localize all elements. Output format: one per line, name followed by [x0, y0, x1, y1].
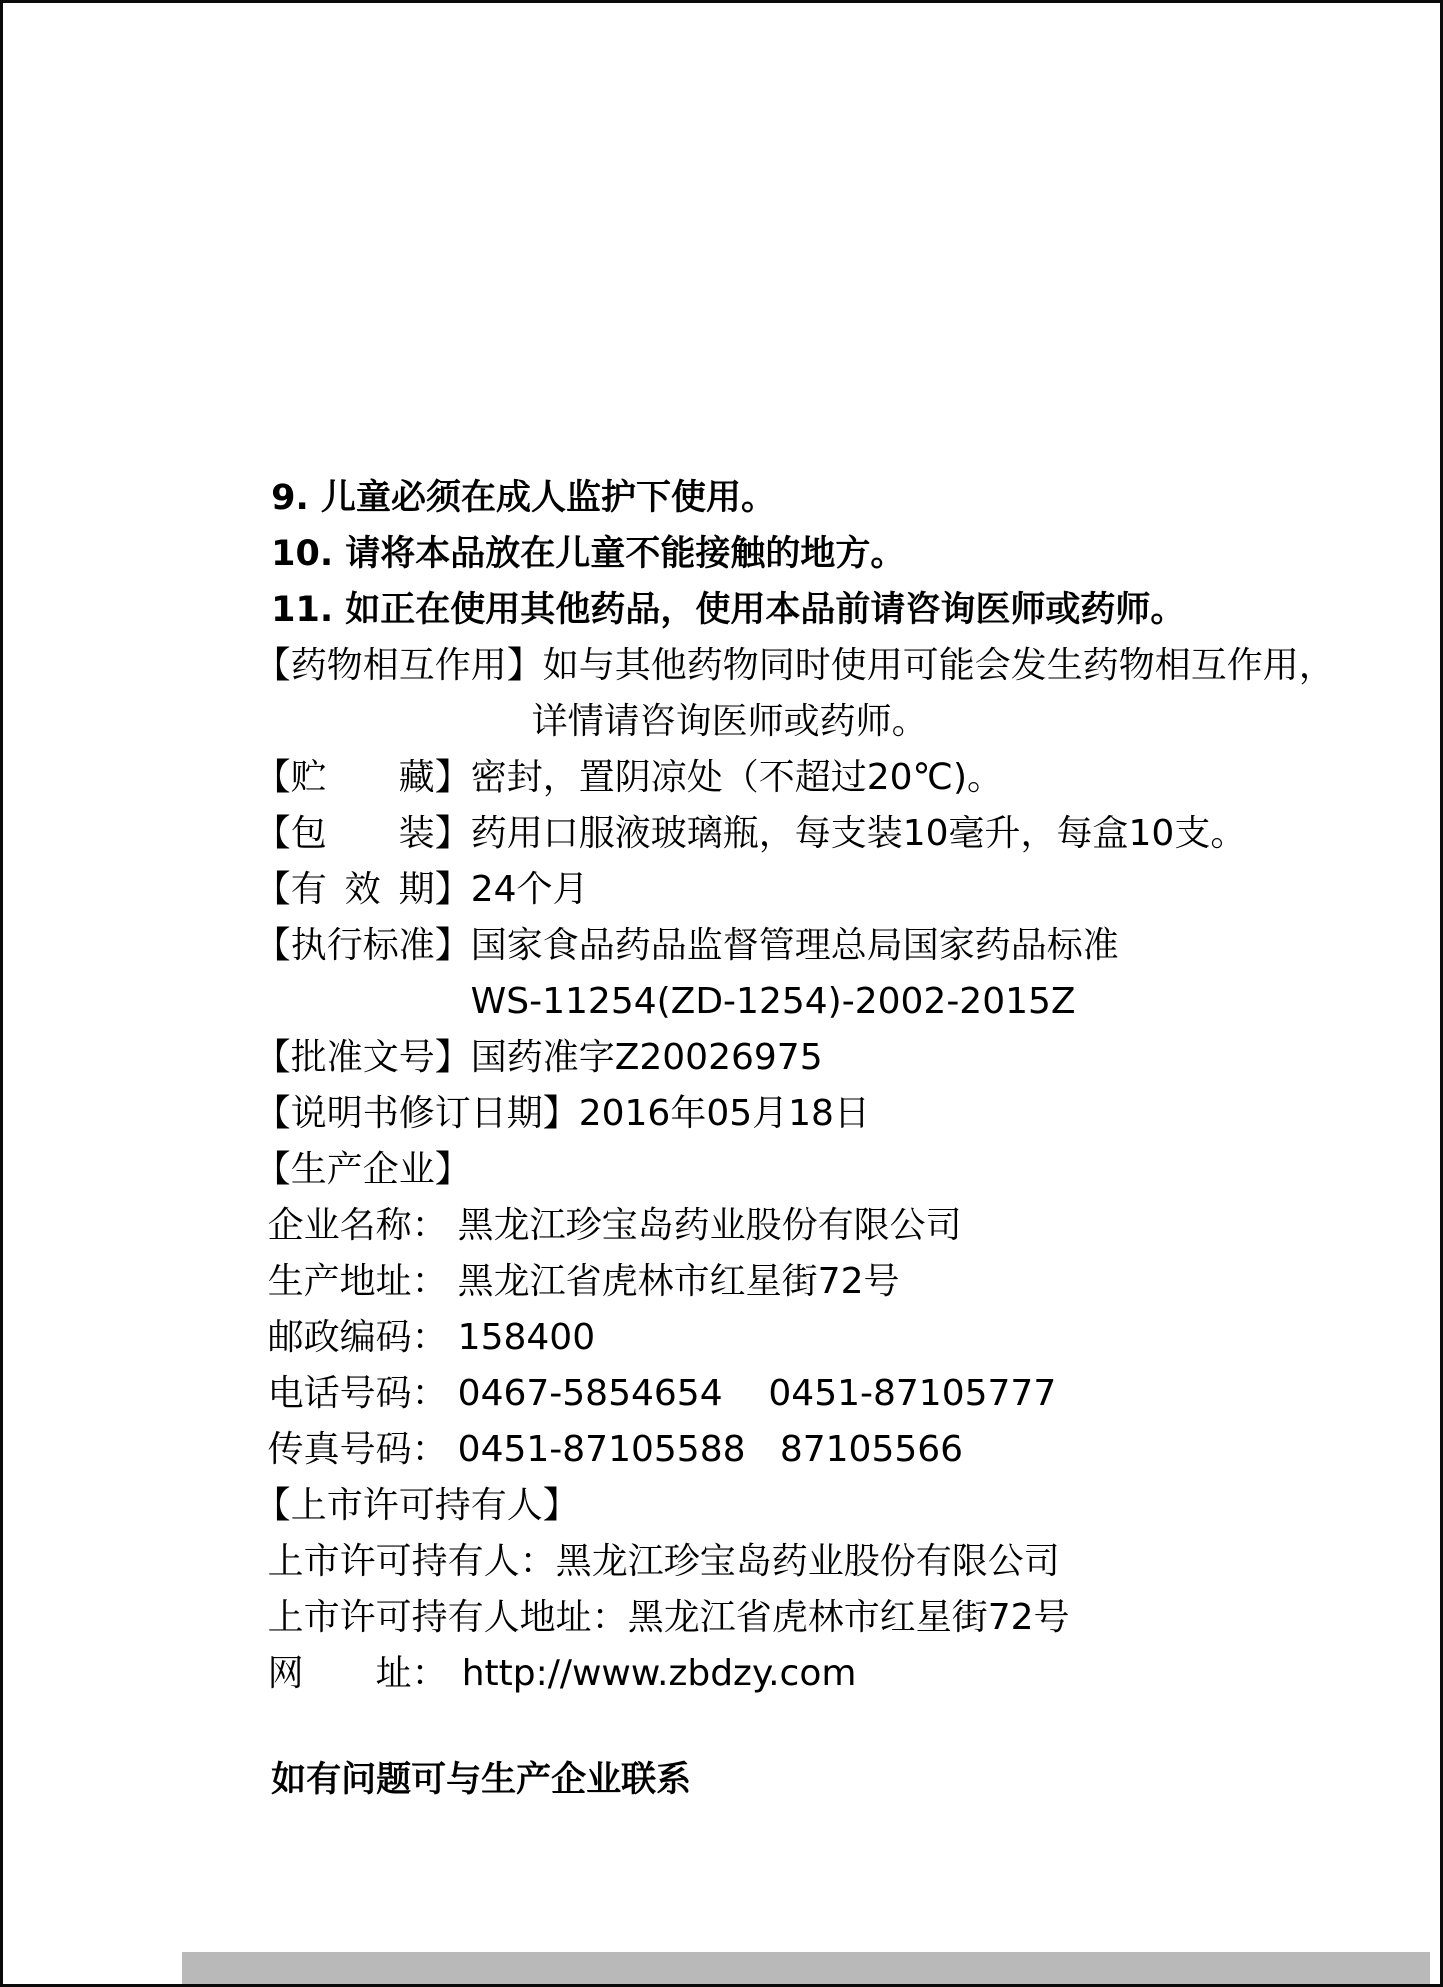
validity-label: 有效期 — [290, 869, 435, 910]
bracket-close: 】 — [506, 645, 543, 686]
storage-label: 贮藏 — [290, 757, 435, 798]
colon: ： — [411, 1261, 448, 1302]
approval-label: 批准文号 — [290, 1037, 435, 1078]
storage-value: 密封，置阴凉处（不超过20℃)。 — [470, 757, 1003, 798]
bracket-open: 【 — [254, 813, 291, 854]
bracket-close: 】 — [434, 1149, 471, 1190]
bracket-open: 【 — [254, 1093, 291, 1134]
license-holder-label: 上市许可持有人 — [267, 1541, 520, 1582]
production-address-value: 黑龙江省虎林市红星街72号 — [457, 1261, 900, 1302]
bracket-open: 【 — [254, 1149, 291, 1190]
phone-number-value: 0467-5854654 0451-87105777 — [457, 1373, 1057, 1414]
production-address-label: 生产地址： — [267, 1261, 448, 1302]
footer-contact-note-text: 如有问题可与生产企业联系 — [271, 1760, 692, 1800]
bracket-open: 【 — [254, 1037, 291, 1078]
bracket-open: 【 — [254, 1485, 291, 1526]
postal-code-label: 邮政编码： — [267, 1317, 448, 1358]
footer-gray-bar — [182, 1952, 1430, 1984]
license-holder-address-label: 上市许可持有人地址 — [267, 1597, 592, 1638]
precaution-item-9-text: 9. 儿童必须在成人监护下使用。 — [271, 478, 776, 518]
bracket-open: 【 — [254, 757, 291, 798]
drug-interaction-value-line2: 详情请咨询医师或药师。 — [531, 701, 928, 742]
bracket-close: 】 — [542, 1093, 579, 1134]
footer-contact-note — [186, 1696, 1406, 1800]
website-label: 网址 — [267, 1653, 412, 1694]
bracket-close: 】 — [434, 925, 471, 966]
revision-label: 说明书修订日期 — [290, 1093, 543, 1134]
standard-label: 执行标准 — [290, 925, 435, 966]
bracket-open: 【 — [254, 869, 291, 910]
colon: ： — [411, 1373, 448, 1414]
website-value: http://www.zbdzy.com — [461, 1653, 857, 1694]
fax-number-value: 0451-87105588 87105566 — [457, 1429, 964, 1470]
approval-value: 国药准字Z20026975 — [470, 1037, 823, 1078]
colon: ： — [591, 1597, 628, 1638]
colon: ： — [411, 1317, 448, 1358]
company-name-label: 企业名称： — [267, 1205, 448, 1246]
colon: ： — [411, 1205, 448, 1246]
manufacturer-header-label: 生产企业 — [290, 1149, 435, 1190]
phone-number-label: 电话号码： — [267, 1373, 448, 1414]
standard-code-text: WS-11254(ZD-1254)-2002-2015Z — [470, 981, 1076, 1022]
colon: ： — [411, 1429, 448, 1470]
bracket-close: 】 — [434, 869, 471, 910]
colon: ： — [519, 1541, 556, 1582]
validity-value: 24个月 — [470, 869, 589, 910]
bracket-close: 】 — [434, 813, 471, 854]
insert-text-block — [186, 414, 1406, 1800]
postal-code-value: 158400 — [457, 1317, 596, 1358]
drug-interaction-label: 药物相互作用 — [290, 645, 507, 686]
standard-value: 国家食品药品监督管理总局国家药品标准 — [470, 925, 1119, 966]
company-name-value: 黑龙江珍宝岛药业股份有限公司 — [457, 1205, 962, 1246]
drug-interaction-value: 如与其他药物同时使用可能会发生药物相互作用， — [542, 645, 1335, 686]
license-holder-address-value: 黑龙江省虎林市红星街72号 — [627, 1597, 1070, 1638]
license-holder-value: 黑龙江珍宝岛药业股份有限公司 — [555, 1541, 1060, 1582]
bracket-open: 【 — [254, 925, 291, 966]
precaution-item-11-text: 11. 如正在使用其他药品，使用本品前请咨询医师或药师。 — [271, 590, 1186, 630]
precaution-item-9 — [186, 414, 1406, 518]
precaution-item-10-text: 10. 请将本品放在儿童不能接触的地方。 — [271, 534, 906, 574]
bracket-close: 】 — [542, 1485, 579, 1526]
bracket-close: 】 — [434, 1037, 471, 1078]
revision-value: 2016年05月18日 — [578, 1093, 870, 1134]
license-holder-header-label: 上市许可持有人 — [290, 1485, 543, 1526]
bracket-open: 【 — [254, 645, 291, 686]
fax-number-label: 传真号码： — [267, 1429, 448, 1470]
packaging-label: 包装 — [290, 813, 435, 854]
bracket-close: 】 — [434, 757, 471, 798]
packaging-value: 药用口服液玻璃瓶，每支装10毫升，每盒10支。 — [470, 813, 1247, 854]
colon: ： — [411, 1653, 448, 1694]
